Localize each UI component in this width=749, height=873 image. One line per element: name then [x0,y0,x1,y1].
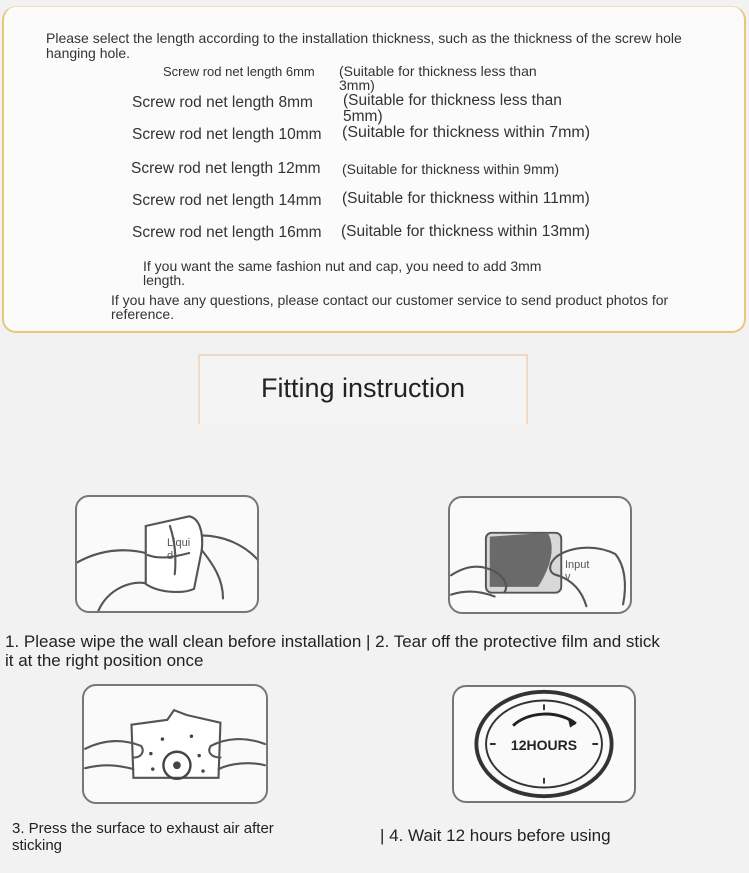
step-4-caption: | 4. Wait 12 hours before using [380,826,611,845]
step-3-illustration [82,684,268,804]
length-10mm: Screw rod net length 10mm [132,126,322,143]
contact-note-line-2: reference. [111,306,175,322]
step-1-2-caption-line-1: 1. Please wipe the wall clean before installation | 2. Tear off the protective film and stick [5,632,660,651]
note-6mm-line-1: (Suitable for thickness less than [339,63,537,79]
note-10mm: (Suitable for thickness within 7mm) [342,124,591,141]
tear-film-icon [450,498,630,612]
note-6mm-line-2: 3mm) [339,77,375,93]
note-8mm-line-2: 5mm) [343,108,383,125]
note-12mm: (Suitable for thickness within 9mm) [342,161,560,177]
step-3-caption-line-2: sticking [12,837,63,854]
step-3-caption-line-1: 3. Press the surface to exhaust air after [12,820,274,837]
clock-text: 12HOURS [510,737,578,753]
step-1-label-line-2: d [167,550,174,562]
length-8mm: Screw rod net length 8mm [132,94,313,111]
step-1-label-line-1: Liqui [167,537,191,549]
step-2-label-line-2: v [565,571,571,583]
length-14mm: Screw rod net length 14mm [132,192,322,209]
intro-line-2: hanging hole. [46,45,131,61]
length-12mm: Screw rod net length 12mm [131,160,321,177]
step-2-illustration [448,496,632,614]
fitting-title: Fitting instruction [260,373,466,403]
step-1-2-caption-line-2: it at the right position once [5,651,204,670]
note-8mm-line-1: (Suitable for thickness less than [343,92,562,109]
nut-note-line-1: If you want the same fashion nut and cap, you need to add 3mm [143,258,542,274]
note-16mm: (Suitable for thickness within 13mm) [341,223,590,240]
nut-note-line-2: length. [143,272,186,288]
press-surface-icon [84,686,266,802]
intro-line-1: Please select the length according to the installation thickness, such as the thickness of the screw hole [46,30,682,46]
step-1-illustration [75,495,259,613]
step-4-illustration [452,685,636,803]
step-2-label-line-1: Input [565,559,590,571]
length-6mm: Screw rod net length 6mm [163,64,315,79]
length-16mm: Screw rod net length 16mm [132,224,322,241]
note-14mm: (Suitable for thickness within 11mm) [342,190,590,207]
contact-note-line-1: If you have any questions, please contact our customer service to send product photos for [111,292,669,308]
